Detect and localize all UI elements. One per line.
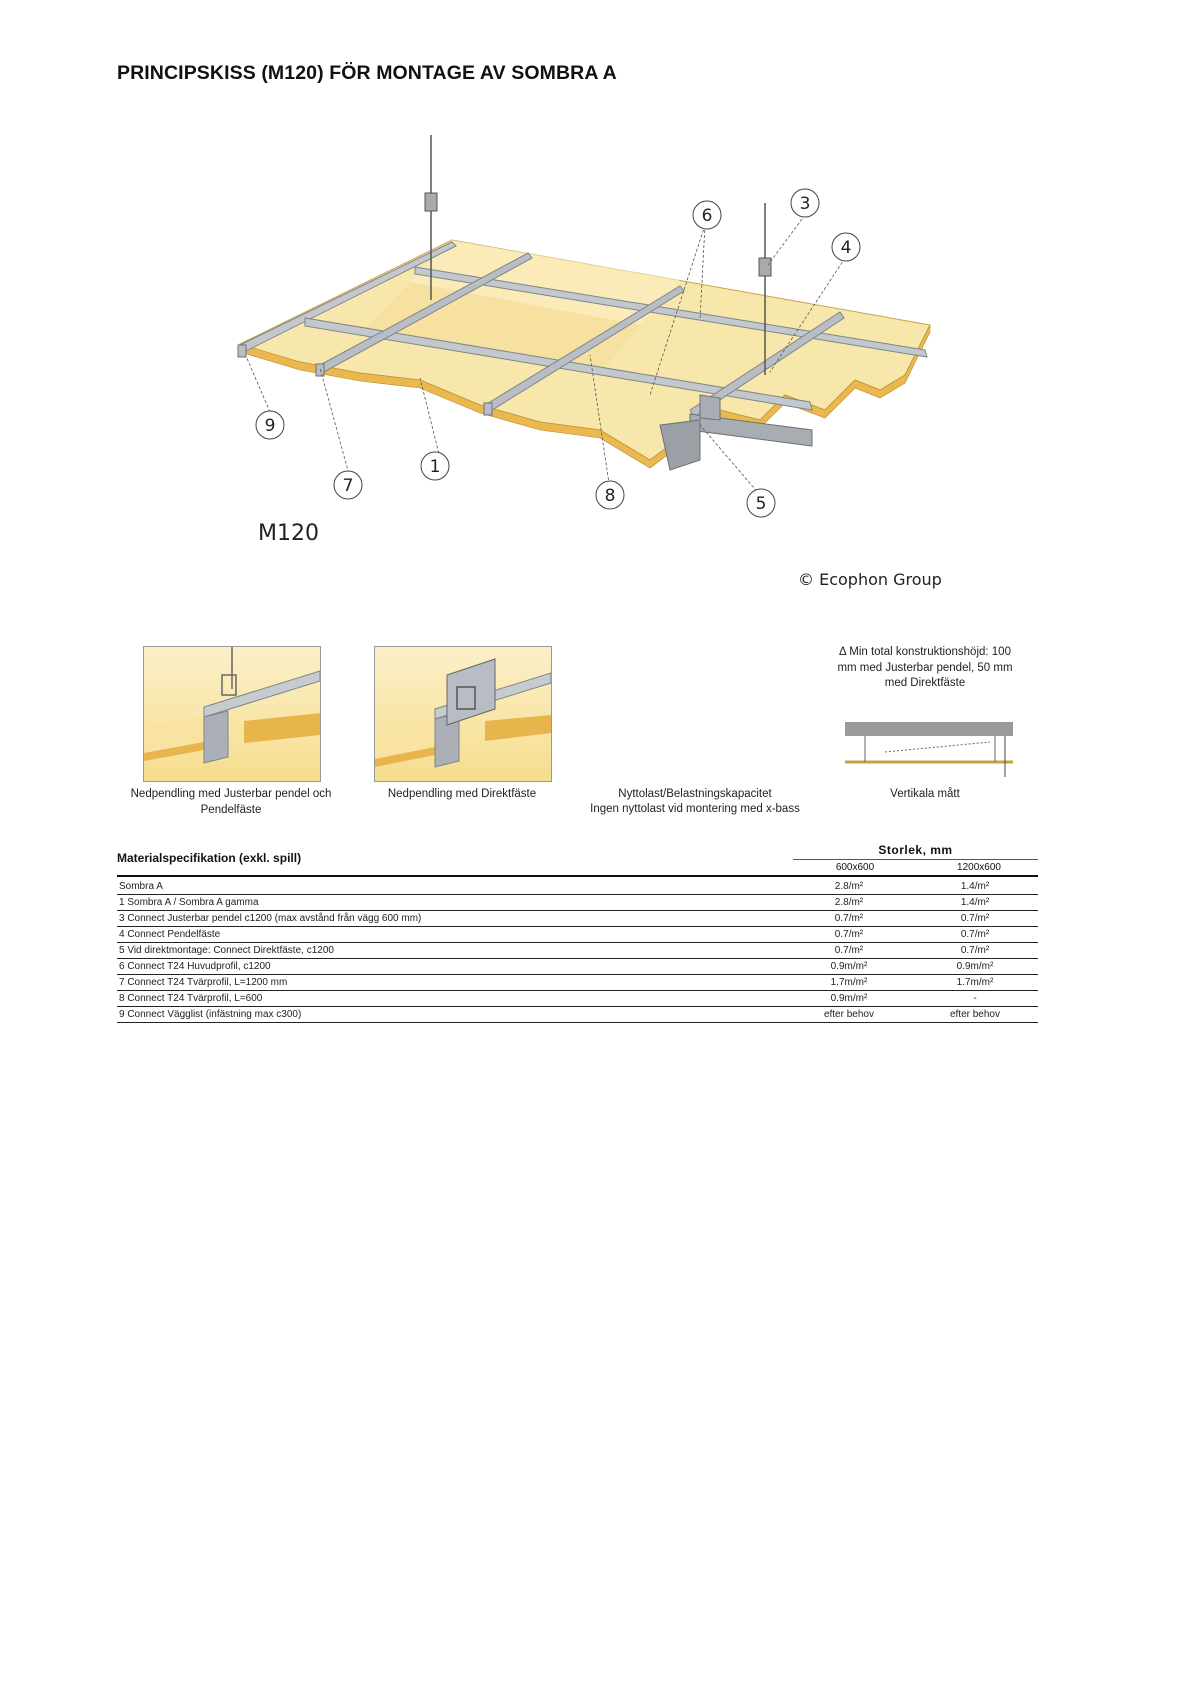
row-value-600: efter behov [786, 1007, 912, 1023]
row-name: Sombra A [117, 879, 786, 895]
detail-direkt-image [374, 646, 552, 782]
callout-5-label: 5 [755, 494, 767, 514]
row-name: 6 Connect T24 Huvudprofil, c1200 [117, 959, 786, 975]
row-value-1200: 0.7/m² [912, 943, 1038, 959]
row-value-1200: - [912, 991, 1038, 1007]
row-value-600: 0.7/m² [786, 927, 912, 943]
row-value-600: 0.9m/m² [786, 959, 912, 975]
table-row [117, 1007, 1038, 1023]
spec-table [117, 879, 1038, 1023]
callout-1-label: 1 [429, 457, 441, 477]
row-value-1200: 0.9m/m² [912, 959, 1038, 975]
table-row [117, 927, 1038, 943]
callout-9-label: 9 [264, 416, 276, 436]
vertical-dimension-image [845, 722, 1013, 780]
row-value-600: 0.7/m² [786, 911, 912, 927]
size-1200-header: 1200x600 [957, 862, 1001, 873]
row-value-600: 0.7/m² [786, 943, 912, 959]
caption-load-capacity: Nyttolast/Belastningskapacitet [618, 788, 772, 800]
table-row [117, 975, 1038, 991]
row-name: 1 Sombra A / Sombra A gamma [117, 895, 786, 911]
row-name: 5 Vid direktmontage: Connect Direktfäste, c1200 [117, 943, 786, 959]
table-row [117, 879, 1038, 895]
callout-6-label: 7 [342, 476, 354, 496]
installation-diagram [0, 0, 1190, 620]
caption-vertical: Vertikala mått [890, 788, 960, 800]
caption-pendel: Nedpendling med Justerbar pendel och Pendelfäste [130, 788, 332, 816]
row-value-600: 2.8/m² [786, 895, 912, 911]
callout-7-label: 6 [701, 206, 713, 226]
row-name: 3 Connect Justerbar pendel c1200 (max avstånd från vägg 600 mm) [117, 911, 786, 927]
row-value-600: 1.7m/m² [786, 975, 912, 991]
spec-heading: Materialspecifikation (exkl. spill) [117, 851, 302, 865]
table-row [117, 991, 1038, 1007]
model-label: M120 [258, 521, 319, 546]
callout-4-label: 4 [840, 238, 852, 258]
table-top-rule [117, 875, 1038, 877]
table-row [117, 943, 1038, 959]
row-value-1200: 1.4/m² [912, 879, 1038, 895]
row-value-600: 2.8/m² [786, 879, 912, 895]
row-name: 9 Connect Vägglist (infästning max c300) [117, 1007, 786, 1023]
caption-direkt: Nedpendling med Direktfäste [387, 788, 537, 800]
page-title: PRINCIPSKISS (M120) FÖR MONTAGE AV SOMBRA A [117, 62, 617, 84]
row-value-1200: efter behov [912, 1007, 1038, 1023]
size-600-header: 600x600 [835, 862, 875, 873]
row-value-600: 0.9m/m² [786, 991, 912, 1007]
table-row [117, 895, 1038, 911]
callout-3-label: 3 [799, 194, 811, 214]
table-row [117, 959, 1038, 975]
row-name: 8 Connect T24 Tvärprofil, L=600 [117, 991, 786, 1007]
row-value-1200: 1.7m/m² [912, 975, 1038, 991]
callout-8-label: 8 [604, 486, 616, 506]
row-value-1200: 0.7/m² [912, 927, 1038, 943]
detail-pendel-image [143, 646, 321, 782]
table-row [117, 911, 1038, 927]
copyright-notice: © Ecophon Group [798, 570, 942, 589]
caption-load-xbass: Ingen nyttolast vid montering med x-bass [590, 803, 800, 815]
row-name: 4 Connect Pendelfäste [117, 927, 786, 943]
size-heading-rule [793, 859, 1038, 860]
min-height-note: Δ Min total konstruktionshöjd: 100 mm med Justerbar pendel, 50 mm med Direktfäste [837, 646, 1013, 689]
size-heading: Storlek, mm [878, 843, 953, 857]
row-name: 7 Connect T24 Tvärprofil, L=1200 mm [117, 975, 786, 991]
row-value-1200: 0.7/m² [912, 911, 1038, 927]
row-value-1200: 1.4/m² [912, 895, 1038, 911]
